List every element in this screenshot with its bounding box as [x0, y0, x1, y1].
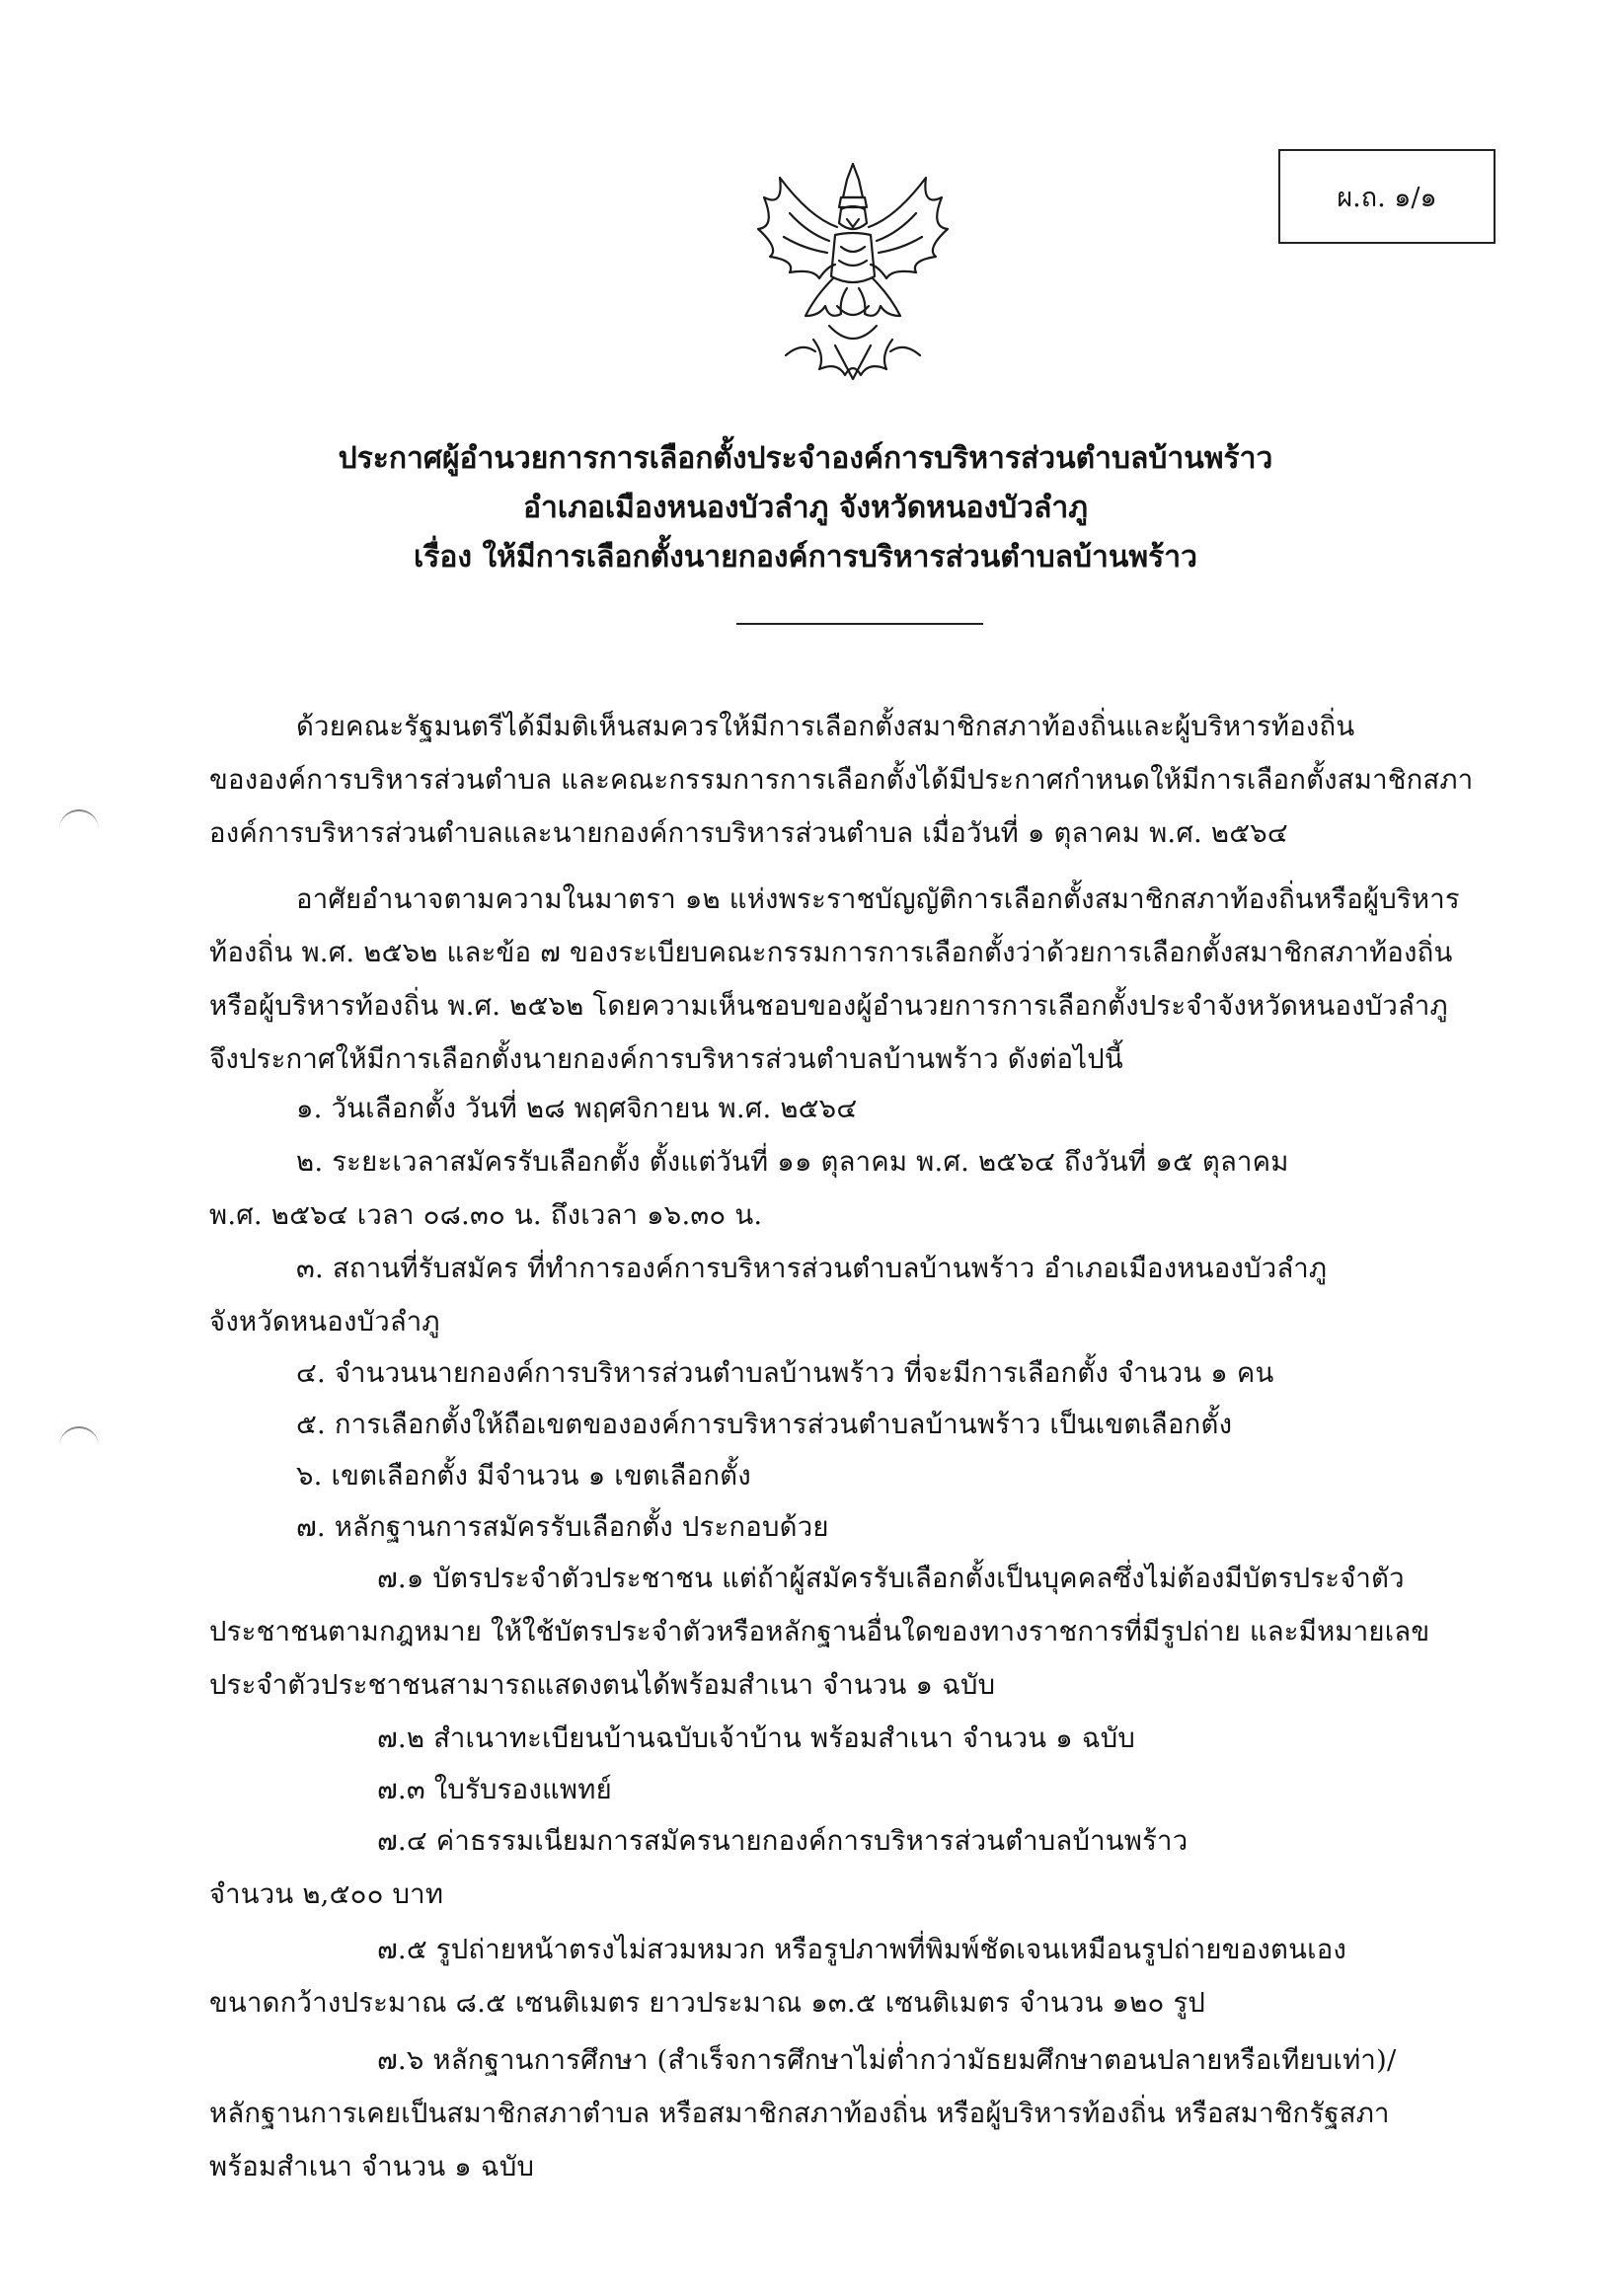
body-line: หลักฐานการเคยเป็นสมาชิกสภาตำบล หรือสมาชิกสภาท้องถิ่น หรือผู้บริหารท้องถิ่น หรือสมาชิกรัฐสภา	[209, 2098, 1390, 2129]
body-line: ขององค์การบริหารส่วนตำบล และคณะกรรมการการเลือกตั้งได้มีประกาศกำหนดให้มีการเลือกตั้งสมาชิกสภา	[209, 764, 1474, 796]
body-line: พ.ศ. ๒๕๖๔ เวลา ๐๘.๓๐ น. ถึงเวลา ๑๖.๓๐ น.	[209, 1199, 763, 1231]
body-line: พร้อมสำเนา จำนวน ๑ ฉบับ	[209, 2151, 535, 2182]
sub-list-item: ๗.๕ รูปถ่ายหน้าตรงไม่สวมหมวก หรือรูปภาพที่พิมพ์ชัดเจนเหมือนรูปถ่ายของตนเอง	[377, 1934, 1347, 1965]
list-item: ๓. สถานที่รับสมัคร ที่ทำการองค์การบริหารส่วนตำบลบ้านพร้าว อำเภอเมืองหนองบัวลำภู	[296, 1253, 1328, 1284]
sub-list-item: ๗.๖ หลักฐานการศึกษา (สำเร็จการศึกษาไม่ต่ำกว่ามัธยมศึกษาตอนปลายหรือเทียบเท่า)/	[377, 2044, 1397, 2076]
body-line: จึงประกาศให้มีการเลือกตั้งนายกองค์การบริหารส่วนตำบลบ้านพร้าว ดังต่อไปนี้	[209, 1043, 1123, 1075]
list-item: ๑. วันเลือกตั้ง วันที่ ๒๘ พฤศจิกายน พ.ศ. ๒๕๖๔	[296, 1093, 858, 1124]
title-divider	[736, 623, 983, 625]
sub-list-item: ๗.๔ ค่าธรรมเนียมการสมัครนายกองค์การบริหารส่วนตำบลบ้านพร้าว	[377, 1825, 1189, 1857]
document-code: ผ.ถ. ๑/๑	[1337, 182, 1437, 213]
body-line: องค์การบริหารส่วนตำบลและนายกองค์การบริหารส่วนตำบล เมื่อวันที่ ๑ ตุลาคม พ.ศ. ๒๕๖๔	[209, 817, 1288, 849]
hole-punch-mark	[59, 809, 99, 851]
body-line: ขนาดกว้างประมาณ ๘.๕ เซนติเมตร ยาวประมาณ ๑๓.๕ เซนติเมตร จำนวน ๑๒๐ รูป	[209, 1987, 1206, 2019]
sub-list-item: ๗.๒ สำเนาทะเบียนบ้านฉบับเจ้าบ้าน พร้อมสำเนา จำนวน ๑ ฉบับ	[377, 1722, 1136, 1754]
list-item: ๕. การเลือกตั้งให้ถือเขตขององค์การบริหารส่วนตำบลบ้านพร้าว เป็นเขตเลือกตั้ง	[296, 1409, 1233, 1440]
body-line: หรือผู้บริหารท้องถิ่น พ.ศ. ๒๕๖๒ โดยความเห็นชอบของผู้อำนวยการการเลือกตั้งประจำจังหวัดหนองบัวลำภู	[209, 990, 1448, 1022]
garuda-emblem-icon	[750, 158, 956, 385]
sub-list-item: ๗.๓ ใบรับรองแพทย์	[377, 1774, 612, 1805]
title-line-3: เรื่อง ให้มีการเลือกตั้งนายกองค์การบริหารส่วนตำบลบ้านพร้าว	[414, 540, 1197, 574]
body-line: ด้วยคณะรัฐมนตรีได้มีมติเห็นสมควรให้มีการเลือกตั้งสมาชิกสภาท้องถิ่นและผู้บริหารท้องถิ่น	[296, 711, 1355, 742]
sub-list-item: ๗.๑ บัตรประจำตัวประชาชน แต่ถ้าผู้สมัครรับเลือกตั้งเป็นบุคคลซึ่งไม่ต้องมีบัตรประจำตัว	[377, 1563, 1405, 1594]
list-item: ๒. ระยะเวลาสมัครรับเลือกตั้ง ตั้งแต่วันที่ ๑๑ ตุลาคม พ.ศ. ๒๕๖๔ ถึงวันที่ ๑๕ ตุลาคม	[296, 1146, 1289, 1178]
body-line: ประจำตัวประชาชนสามารถแสดงตนได้พร้อมสำเนา จำนวน ๑ ฉบับ	[209, 1669, 996, 1701]
document-code-box	[1278, 149, 1496, 244]
body-line: อาศัยอำนาจตามความในมาตรา ๑๒ แห่งพระราชบัญญัติการเลือกตั้งสมาชิกสภาท้องถิ่นหรือผู้บริหาร	[296, 883, 1460, 915]
body-line: ท้องถิ่น พ.ศ. ๒๕๖๒ และข้อ ๗ ของระเบียบคณะกรรมการการเลือกตั้งว่าด้วยการเลือกตั้งสมาชิกสภาท้องถิ่น	[209, 937, 1453, 968]
title-line-1: ประกาศผู้อำนวยการการเลือกตั้งประจำองค์การบริหารส่วนตำบลบ้านพร้าว	[338, 441, 1273, 476]
hole-punch-mark	[59, 1426, 99, 1468]
announcement-title	[247, 434, 1364, 582]
title-line-2: อำเภอเมืองหนองบัวลำภู จังหวัดหนองบัวลำภู	[522, 491, 1089, 525]
body-line: ประชาชนตามกฎหมาย ให้ใช้บัตรประจำตัวหรือหลักฐานอื่นใดของทางราชการที่มีรูปถ่าย และมีหมายเลข	[209, 1616, 1430, 1647]
body-line: จำนวน ๒,๕๐๐ บาท	[209, 1878, 444, 1910]
list-item: ๖. เขตเลือกตั้ง มีจำนวน ๑ เขตเลือกตั้ง	[296, 1460, 751, 1492]
list-item: ๗. หลักฐานการสมัครรับเลือกตั้ง ประกอบด้วย	[296, 1511, 829, 1543]
body-line: จังหวัดหนองบัวลำภู	[209, 1306, 440, 1338]
list-item: ๔. จำนวนนายกองค์การบริหารส่วนตำบลบ้านพร้าว ที่จะมีการเลือกตั้ง จำนวน ๑ คน	[296, 1357, 1274, 1389]
